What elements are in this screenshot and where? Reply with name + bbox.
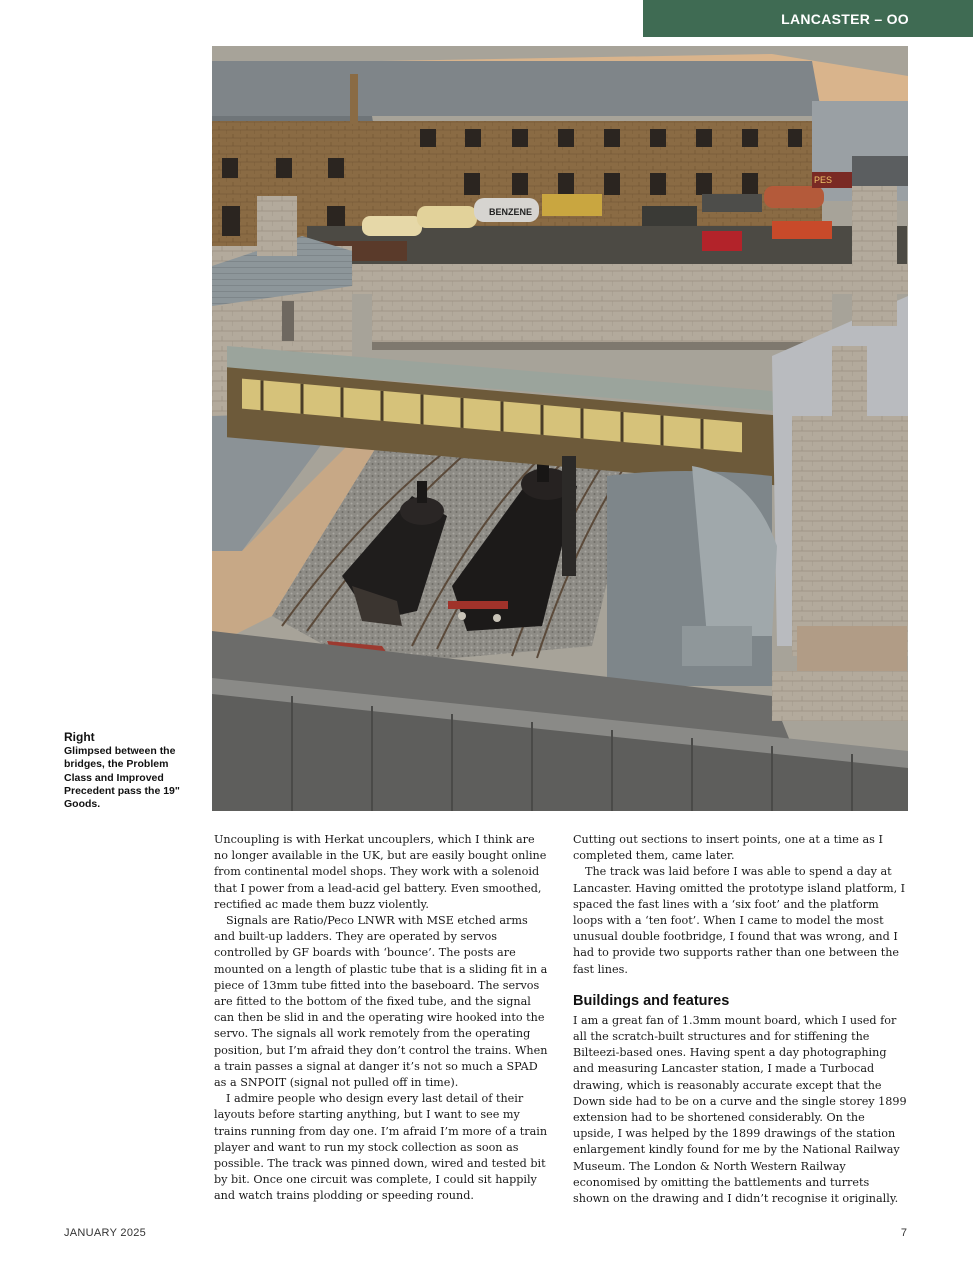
photo-caption — [64, 731, 190, 811]
wagon-label-pes: PES — [814, 175, 833, 185]
article-column-right — [573, 832, 907, 1207]
model-railway-illustration — [212, 46, 908, 811]
section-title: LANCASTER – OO — [781, 11, 909, 27]
section-header-tab — [643, 0, 973, 37]
caption-text: Glimpsed between the bridges, the Problem Class and Improved Precedent pass the 19" Goods. — [64, 745, 180, 811]
wagon-label-benzene: BENZENE — [489, 207, 533, 217]
issue-date: JANUARY 2025 — [64, 1227, 147, 1239]
page-number: 7 — [900, 1227, 907, 1239]
section-subheading: Buildings and features — [573, 992, 730, 1009]
paragraph: Cutting out sections to insert points, one at a time as I completed them, came later. — [573, 833, 883, 863]
layout-photo — [212, 46, 908, 811]
paragraph: Signals are Ratio/Peco LNWR with MSE etched arms and built-up ladders. They are operated by servos controlled by GF boards with ‘bounce’. The posts are mounted on a length of plastic tube that is a sliding fit in a piece of 13mm tube fitted into the baseboard. The servos are fitted to the bottom of the fixed tube, and the signal can then be slid in and the operating wire hooked into the servo. The signals all work remotely from the operating position, but I’m afraid they don’t control the trains. When a train passes a signal at danger it’s not so much a SPAD as a SNPOIT (signal not pulled off in time). — [214, 914, 548, 1090]
paragraph: I am a great fan of 1.3mm mount board, which I used for all the scratch-built structures and for stiffening the Bilteezi-based ones. Having spent a day photographing and measuring Lancaster station, I made a Turbocad drawing, which is reasonably accurate except that the Down side had to be on a curve and the single storey 1899 extension had to be shortened considerably. On the upside, I was helped by the 1899 drawings of the station enlargement kindly found for me by the National Railway Museum. The London & North Western Railway economised by omitting the battlements and turrets shown on the drawing and I didn’t recognise it originally. — [573, 1013, 907, 1206]
article-column-left — [214, 832, 548, 1205]
paragraph: I admire people who design every last detail of their layouts before starting anything, but I want to see my trains running from day one. I’m afraid I’m more of a train player and want to run my stock collection as soon as possible. The track was pinned down, wired and tested bit by bit. Once one circuit was complete, I could sit happily and watch trains plodding or speeding round. — [214, 1092, 548, 1203]
paragraph: Uncoupling is with Herkat uncouplers, which I think are no longer available in the UK, but are easily bought online from continental model shops. They work with a solenoid that I power from a lead-acid gel battery. Even smoothed, rectified ac made them buzz violently. — [214, 833, 547, 911]
caption-title: Right — [64, 730, 95, 744]
paragraph: The track was laid before I was able to spend a day at Lancaster. Having omitted the prototype island platform, I spaced the fast lines with a ‘six foot’ and the platform loops with a ‘ten foot’. When I came to model the most unusual double footbridge, I found that was wrong, and I had to provide two supports rather than one between the fast lines. — [573, 865, 906, 976]
